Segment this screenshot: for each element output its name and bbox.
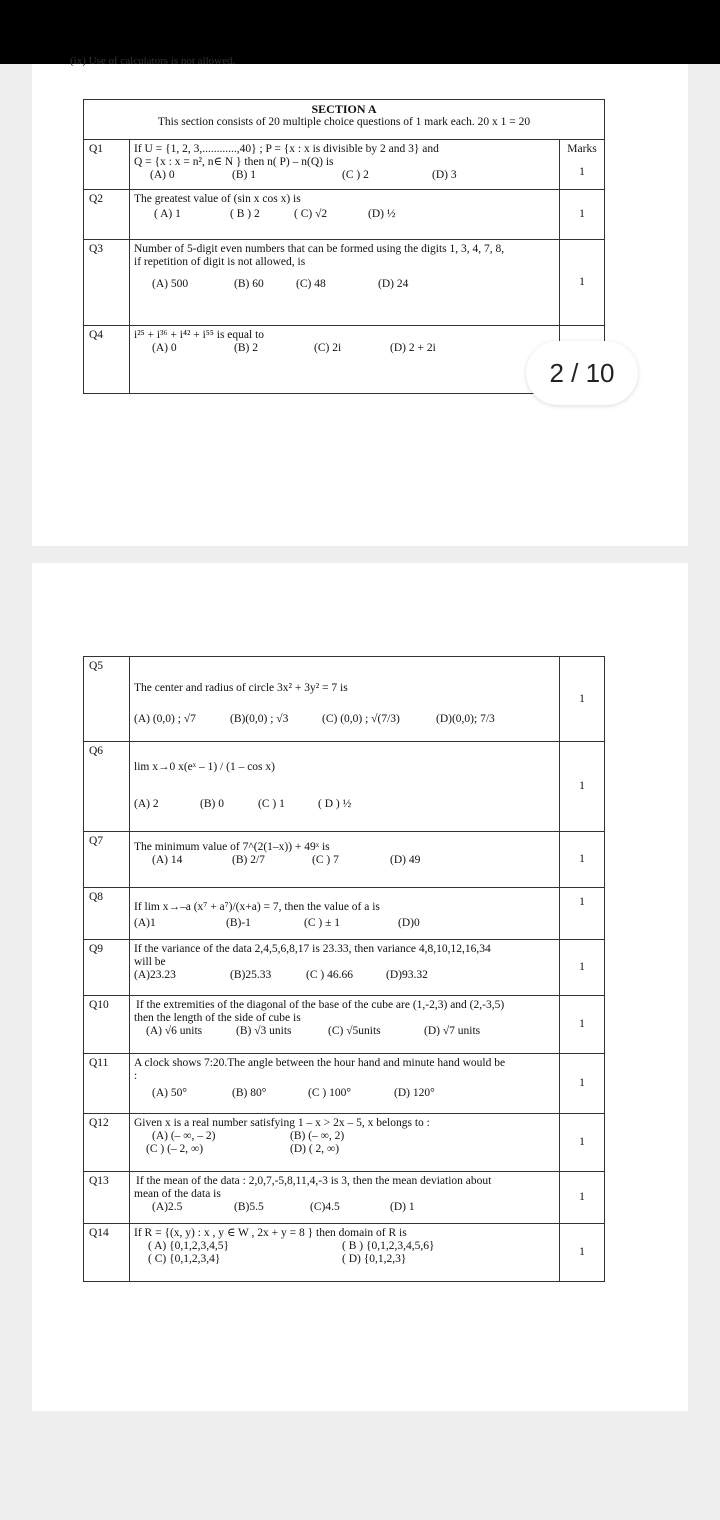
question-number: Q3: [84, 240, 130, 326]
option-c: (C ) ± 1: [304, 917, 341, 929]
option-b: (B) 80°: [232, 1087, 267, 1099]
option-b: (B) 60: [234, 278, 264, 290]
question-number: Q6: [84, 742, 130, 832]
question-row: [84, 1224, 605, 1282]
option-b: (B)25.33: [230, 969, 272, 981]
option-a: (A) 50°: [152, 1087, 187, 1099]
marks-value: 1: [560, 1054, 605, 1114]
option-d: (D) ( 2, ∞): [290, 1143, 340, 1155]
question-line: if repetition of digit is not allowed, is: [134, 256, 306, 268]
page-counter-pill: 2 / 10: [526, 341, 638, 405]
option-d: (D) 1: [390, 1201, 415, 1213]
question-line: If lim x→–a (x⁷ + a⁷)/(x+a) = 7, then the value of a is: [134, 901, 380, 913]
question-text: [130, 190, 560, 240]
section-a-table-part1: [83, 99, 605, 394]
option-b: (B) √3 units: [236, 1025, 292, 1037]
question-text: [130, 140, 560, 190]
section-a-table-part2: [83, 656, 605, 1282]
question-row: [84, 657, 605, 742]
question-line: lim x→0 x(eˣ – 1) / (1 – cos x): [134, 761, 275, 773]
question-row: [84, 1114, 605, 1172]
option-d: (D)0: [398, 917, 420, 929]
option-a: ( A) 1: [154, 208, 181, 220]
question-text: [130, 240, 560, 326]
option-d: (D) 2 + 2i: [390, 342, 436, 354]
question-line: A clock shows 7:20.The angle between the hour hand and minute hand would be: [134, 1057, 506, 1069]
marks-value: 1: [560, 190, 605, 240]
option-b: (B)5.5: [234, 1201, 264, 1213]
question-row: [84, 832, 605, 888]
viewer-top-bar: [0, 0, 720, 64]
option-a: (A)2.5: [152, 1201, 183, 1213]
marks-value: 1: [560, 240, 605, 326]
option-c: (C ) (– 2, ∞): [146, 1143, 204, 1155]
option-a: (A) 500: [152, 278, 189, 290]
question-row: [84, 996, 605, 1054]
option-b: (B) 0: [200, 798, 224, 810]
option-c: (C) 2i: [314, 342, 342, 354]
cut-off-instruction: (ix) Use of calculators is not allowed.: [70, 56, 236, 66]
option-c: (C) √5units: [328, 1025, 381, 1037]
option-b: ( B ) 2: [230, 208, 260, 220]
question-text: [130, 1224, 560, 1282]
question-line: If the variance of the data 2,4,5,6,8,17 is 23.33, then variance 4,8,10,12,16,34: [134, 943, 491, 955]
marks-cell: [560, 140, 605, 190]
option-c: (C ) 7: [312, 854, 339, 866]
question-line: Given x is a real number satisfying 1 – x > 2x – 5, x belongs to :: [134, 1117, 430, 1129]
question-line: then the length of the side of cube is: [134, 1012, 301, 1024]
question-text: [130, 657, 560, 742]
option-c: (C ) 100°: [308, 1087, 351, 1099]
option-b: (B) 2: [234, 342, 258, 354]
option-a: (A) 0: [152, 342, 177, 354]
question-text: [130, 1172, 560, 1224]
marks-value: 1: [560, 1224, 605, 1282]
question-line: The greatest value of (sin x cos x) is: [134, 193, 301, 205]
question-row: [84, 1172, 605, 1224]
marks-value: 1: [560, 996, 605, 1054]
option-d: (D) ½: [368, 208, 396, 220]
question-line: mean of the data is: [134, 1188, 221, 1200]
question-text: [130, 326, 560, 394]
question-number: Q8: [84, 888, 130, 940]
option-a: (A) 14: [152, 854, 183, 866]
question-line: Number of 5-digit even numbers that can be formed using the digits 1, 3, 4, 7, 8,: [134, 243, 505, 255]
option-b: (B) (– ∞, 2): [290, 1130, 345, 1142]
question-row: [84, 240, 605, 326]
option-c: (C ) 1: [258, 798, 285, 810]
option-d: ( D) {0,1,2,3}: [342, 1253, 407, 1265]
question-number: Q14: [84, 1224, 130, 1282]
option-b: ( B ) {0,1,2,3,4,5,6}: [342, 1240, 435, 1252]
question-line: Q = {x : x = n², n∈ N } then n( P) – n(Q) is: [134, 156, 334, 168]
option-a: (A)23.23: [134, 969, 176, 981]
question-number: Q7: [84, 832, 130, 888]
section-header: [84, 100, 605, 140]
marks-value: 1: [560, 832, 605, 888]
option-d: (D) 120°: [394, 1087, 435, 1099]
question-row: [84, 1054, 605, 1114]
question-number: Q5: [84, 657, 130, 742]
section-description: This section consists of 20 multiple choice questions of 1 mark each. 20 x 1 = 20: [157, 116, 531, 128]
question-text: [130, 940, 560, 996]
option-a: (A) (– ∞, – 2): [152, 1130, 216, 1142]
option-a: (A) 0: [150, 169, 175, 181]
question-line: If U = {1, 2, 3,............,40} ; P = {x : x is divisible by 2 and 3} and: [134, 143, 439, 155]
question-row: [84, 190, 605, 240]
question-row: [84, 742, 605, 832]
option-d: (D) 3: [432, 169, 457, 181]
option-a: (A) √6 units: [146, 1025, 203, 1037]
option-c: (C ) 46.66: [306, 969, 353, 981]
option-d: (D)(0,0); 7/3: [436, 713, 495, 725]
question-line: If the mean of the data : 2,0,7,-5,8,11,4,-3 is 3, then the mean deviation about: [136, 1175, 492, 1187]
option-a: (A) (0,0) ; √7: [134, 713, 196, 725]
question-line: :: [134, 1070, 138, 1082]
question-number: Q11: [84, 1054, 130, 1114]
marks-value: 1: [560, 657, 605, 742]
marks-header: Marks: [567, 143, 597, 155]
marks-value: 1: [560, 1114, 605, 1172]
option-a: ( A) {0,1,2,3,4,5}: [148, 1240, 229, 1252]
question-line: If R = {(x, y) : x , y ∈ W , 2x + y = 8 } then domain of R is: [134, 1227, 407, 1239]
marks-value: 1: [560, 1172, 605, 1224]
option-c: (C)4.5: [310, 1201, 340, 1213]
question-text: [130, 1054, 560, 1114]
option-c: (C) (0,0) ; √(7/3): [322, 713, 400, 725]
question-row: [84, 940, 605, 996]
option-b: (B)-1: [226, 917, 251, 929]
question-line: i²⁵ + i³⁶ + i⁴² + i⁵⁵ is equal to: [134, 329, 265, 341]
option-d: ( D ) ½: [318, 798, 352, 810]
option-d: (D) 24: [378, 278, 409, 290]
question-row: [84, 140, 605, 190]
question-text: [130, 742, 560, 832]
option-c: (C) 48: [296, 278, 326, 290]
question-text: [130, 888, 560, 940]
option-c: ( C) √2: [294, 208, 328, 220]
question-line: will be: [134, 956, 166, 968]
option-b: (B) 2/7: [232, 854, 265, 866]
option-c: ( C) {0,1,2,3,4}: [148, 1253, 221, 1265]
question-number: Q9: [84, 940, 130, 996]
option-d: (D) 49: [390, 854, 421, 866]
marks-value: 1: [579, 166, 585, 178]
option-b: (B)(0,0) ; √3: [230, 713, 289, 725]
question-line: The minimum value of 7^(2(1–x)) + 49ˣ is: [134, 841, 330, 853]
question-line: The center and radius of circle 3x² + 3y² = 7 is: [134, 682, 348, 694]
question-text: [130, 1114, 560, 1172]
question-number: Q4: [84, 326, 130, 394]
question-number: Q12: [84, 1114, 130, 1172]
question-number: Q2: [84, 190, 130, 240]
question-row: [84, 888, 605, 940]
marks-value: 1: [560, 742, 605, 832]
option-d: (D) √7 units: [424, 1025, 481, 1037]
question-text: [130, 996, 560, 1054]
option-b: (B) 1: [232, 169, 256, 181]
marks-value: 1: [560, 940, 605, 996]
option-a: (A)1: [134, 917, 156, 929]
question-number: Q13: [84, 1172, 130, 1224]
section-title: SECTION A: [311, 102, 377, 116]
option-d: (D)93.32: [386, 969, 428, 981]
option-c: (C ) 2: [342, 169, 369, 181]
option-a: (A) 2: [134, 798, 159, 810]
question-line: If the extremities of the diagonal of the base of the cube are (1,-2,3) and (2,-3,5): [136, 999, 505, 1011]
marks-value: 1: [560, 888, 605, 940]
question-row: [84, 326, 605, 394]
question-number: Q10: [84, 996, 130, 1054]
question-number: Q1: [84, 140, 130, 190]
question-text: [130, 832, 560, 888]
